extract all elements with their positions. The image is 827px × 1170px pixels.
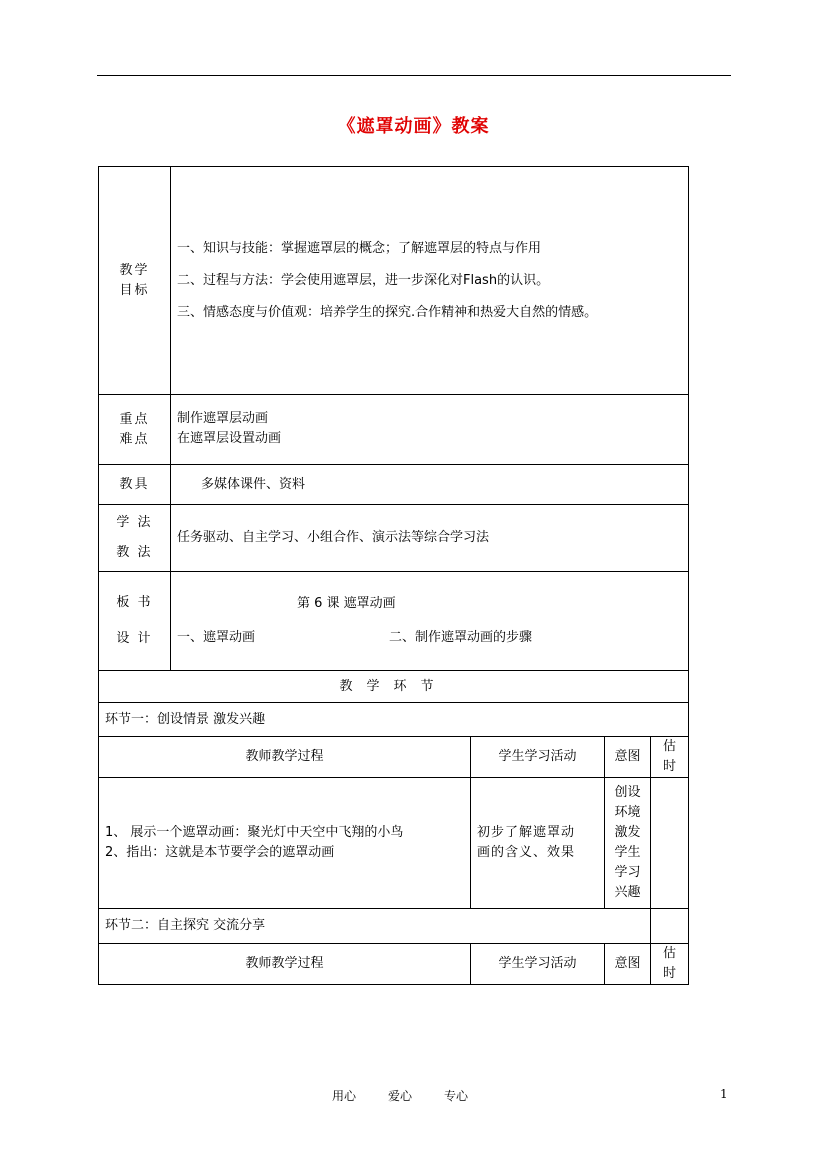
goals-label-line: 目标 bbox=[119, 282, 150, 298]
stage1-intent-line: 学习 bbox=[614, 865, 641, 880]
stage1-intent-content bbox=[605, 778, 651, 909]
stage1-teacher-step: 1、 展示一个遮罩动画：聚光灯中天空中飞翔的小鸟 bbox=[105, 825, 404, 840]
stage2-student-header: 学生学习活动 bbox=[471, 944, 605, 985]
stages-header-row bbox=[99, 671, 689, 703]
stage1-student-line: 初步了解遮罩动 bbox=[477, 825, 576, 840]
board-items bbox=[177, 627, 688, 649]
methods-value: 任务驱动、自主学习、小组合作、演示法等综合学习法 bbox=[171, 505, 689, 572]
stage2-title-row bbox=[99, 909, 689, 944]
board-title: 第 6 课 遮罩动画 bbox=[297, 596, 396, 611]
key-points-content bbox=[171, 395, 689, 465]
stage2-time-header-line: 估 bbox=[663, 946, 677, 961]
lesson-plan-table bbox=[98, 166, 689, 985]
key-points-label-line: 难点 bbox=[119, 431, 150, 447]
tools-row bbox=[99, 465, 689, 505]
goals-row bbox=[99, 167, 689, 395]
board-row bbox=[99, 572, 689, 671]
board-label bbox=[99, 572, 171, 671]
stage2-header-row bbox=[99, 944, 689, 985]
methods-label-line: 学 法 bbox=[116, 515, 153, 530]
header-rule bbox=[97, 75, 731, 76]
footer-motto: 专心 bbox=[444, 1089, 469, 1103]
stage1-time-header-line: 时 bbox=[663, 759, 677, 774]
tools-value: 多媒体课件、资料 bbox=[171, 465, 689, 505]
board-item-left: 一、遮罩动画 bbox=[177, 630, 256, 645]
footer-motto: 用心 bbox=[332, 1089, 357, 1103]
footer-mottos bbox=[332, 1087, 468, 1104]
stage1-content-row bbox=[99, 778, 689, 909]
stage1-header-row bbox=[99, 737, 689, 778]
goal-item: 三、情感态度与价值观：培养学生的探究.合作精神和热爱大自然的情感。 bbox=[177, 304, 598, 320]
key-point-item: 制作遮罩层动画 bbox=[177, 411, 269, 426]
stage1-intent-line: 激发 bbox=[614, 825, 641, 840]
stage2-title: 环节二：自主探究 交流分享 bbox=[99, 909, 651, 944]
footer-motto: 爱心 bbox=[388, 1089, 413, 1103]
page-number: 1 bbox=[720, 1087, 728, 1101]
stage2-title-blank bbox=[651, 909, 689, 944]
stage1-student-line: 画的含义、效果 bbox=[477, 845, 576, 860]
stage1-teacher-content bbox=[99, 778, 471, 909]
stage1-time-header-line: 估 bbox=[663, 739, 677, 754]
stage1-intent-line: 学生 bbox=[614, 845, 641, 860]
key-points-label-line: 重点 bbox=[119, 411, 150, 427]
key-point-item: 在遮罩层设置动画 bbox=[177, 431, 282, 446]
methods-row bbox=[99, 505, 689, 572]
stage1-intent-line: 创设 bbox=[614, 785, 641, 800]
stage2-time-header bbox=[651, 944, 689, 985]
stage1-student-header: 学生学习活动 bbox=[471, 737, 605, 778]
methods-label bbox=[99, 505, 171, 572]
board-item-right: 二、制作遮罩动画的步骤 bbox=[389, 630, 533, 645]
tools-label: 教具 bbox=[99, 465, 171, 505]
stage1-teacher-step: 2、指出：这就是本节要学会的遮罩动画 bbox=[105, 845, 335, 860]
board-label-line: 设 计 bbox=[116, 631, 153, 646]
board-label-line: 板 书 bbox=[116, 595, 153, 610]
key-points-row bbox=[99, 395, 689, 465]
goals-content bbox=[171, 167, 689, 395]
stage1-teacher-header: 教师教学过程 bbox=[99, 737, 471, 778]
goals-label bbox=[99, 167, 171, 395]
stage1-intent-line: 环境 bbox=[614, 805, 641, 820]
stage1-title: 环节一：创设情景 激发兴趣 bbox=[99, 703, 689, 737]
stage1-time-content bbox=[651, 778, 689, 909]
stage1-intent-line: 兴趣 bbox=[614, 885, 641, 900]
stage2-time-header-line: 时 bbox=[663, 966, 677, 981]
stage2-intent-header: 意图 bbox=[605, 944, 651, 985]
methods-label-line: 教 法 bbox=[116, 545, 153, 560]
page-title: 《遮罩动画》教案 bbox=[337, 116, 490, 137]
key-points-label bbox=[99, 395, 171, 465]
goal-item: 二、过程与方法：学会使用遮罩层，进一步深化对Flash的认识。 bbox=[177, 272, 550, 288]
goal-item: 一、知识与技能：掌握遮罩层的概念；了解遮罩层的特点与作用 bbox=[177, 240, 542, 256]
stage1-title-row bbox=[99, 703, 689, 737]
stage1-time-header bbox=[651, 737, 689, 778]
stage1-student-content bbox=[471, 778, 605, 909]
goals-label-line: 教学 bbox=[119, 262, 150, 278]
stage1-intent-header: 意图 bbox=[605, 737, 651, 778]
stage2-teacher-header: 教师教学过程 bbox=[99, 944, 471, 985]
stages-header: 教学环节 bbox=[99, 671, 689, 703]
board-content bbox=[171, 572, 689, 671]
